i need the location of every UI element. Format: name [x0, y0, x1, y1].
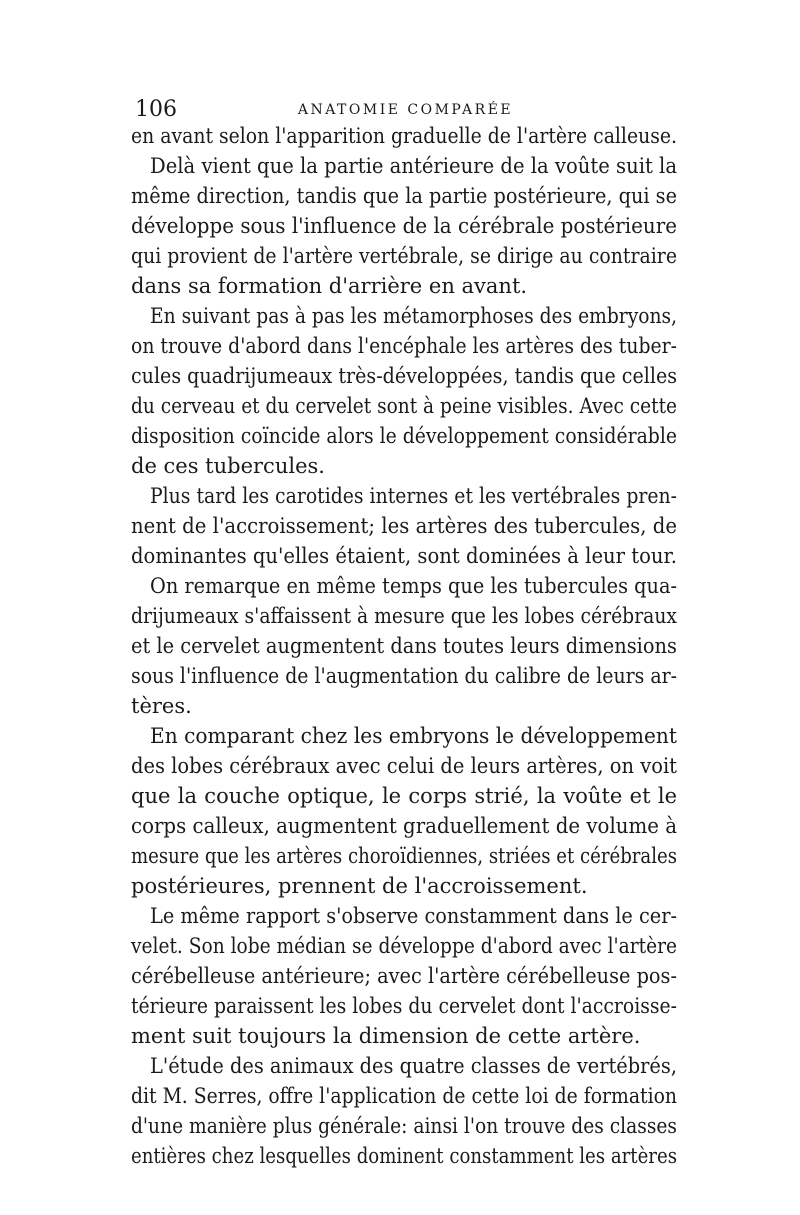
text-line: en avant selon l'apparition graduelle de l'artère calleuse.: [131, 124, 677, 148]
page-header: [133, 96, 678, 124]
text-line: corps calleux, augmentent graduellement de volume à: [131, 814, 677, 838]
text-line: du cerveau et du cervelet sont à peine visibles. Avec cette: [131, 394, 677, 418]
text-line: En comparant chez les embryons le développement: [150, 724, 677, 748]
text-line: de ces tubercules.: [131, 454, 325, 478]
text-line: Delà vient que la partie antérieure de la voûte suit la: [150, 154, 677, 178]
text-line: et le cervelet augmentent dans toutes leurs dimensions: [131, 634, 677, 658]
text-line: L'étude des animaux des quatre classes de vertébrés,: [150, 1054, 677, 1078]
text-line: drijumeaux s'affaissent à mesure que les lobes cérébraux: [131, 604, 677, 628]
text-line: disposition coïncide alors le développement considérable: [131, 424, 677, 448]
text-line: cérébelleuse antérieure; avec l'artère cérébelleuse pos-: [131, 964, 677, 988]
text-line: térieure paraissent les lobes du cervelet dont l'accroisse-: [131, 994, 677, 1018]
text-line: dit M. Serres, offre l'application de cette loi de formation: [131, 1084, 677, 1108]
text-line: sous l'influence de l'augmentation du calibre de leurs ar-: [131, 664, 677, 688]
text-line: On remarque en même temps que les tubercules qua-: [150, 574, 677, 598]
text-line: entières chez lesquelles dominent constamment les artères: [131, 1144, 677, 1168]
text-line: même direction, tandis que la partie postérieure, qui se: [131, 184, 677, 208]
text-line: velet. Son lobe médian se développe d'abord avec l'artère: [131, 934, 677, 958]
text-line: nent de l'accroissement; les artères des tubercules, de: [131, 514, 677, 538]
body-text: [131, 121, 677, 1171]
text-line: dans sa formation d'arrière en avant.: [131, 274, 528, 298]
page-number: 106: [135, 97, 177, 122]
text-line: cules quadrijumeaux très-développées, tandis que celles: [131, 364, 677, 388]
text-line: dominantes qu'elles étaient, sont dominées à leur tour.: [131, 544, 677, 568]
text-line: d'une manière plus générale: ainsi l'on trouve des classes: [131, 1114, 677, 1138]
text-line: postérieures, prennent de l'accroissement.: [131, 874, 588, 898]
text-line: qui provient de l'artère vertébrale, se dirige au contraire: [131, 244, 677, 268]
text-line: des lobes cérébraux avec celui de leurs artères, on voit: [131, 754, 677, 778]
text-line: ment suit toujours la dimension de cette artère.: [131, 1024, 641, 1048]
text-line: développe sous l'influence de la cérébrale postérieure: [131, 214, 677, 238]
running-title: ANATOMIE COMPARÉE: [297, 102, 514, 118]
text-line: que la couche optique, le corps strié, la voûte et le: [131, 784, 677, 808]
text-line: Plus tard les carotides internes et les vertébrales pren-: [150, 484, 677, 508]
text-line: on trouve d'abord dans l'encéphale les artères des tuber-: [131, 334, 677, 358]
text-line: Le même rapport s'observe constamment dans le cer-: [150, 904, 677, 928]
text-line: En suivant pas à pas les métamorphoses des embryons,: [150, 304, 677, 328]
text-line: tères.: [131, 694, 192, 718]
text-line: mesure que les artères choroïdiennes, striées et cérébrales: [131, 844, 677, 868]
